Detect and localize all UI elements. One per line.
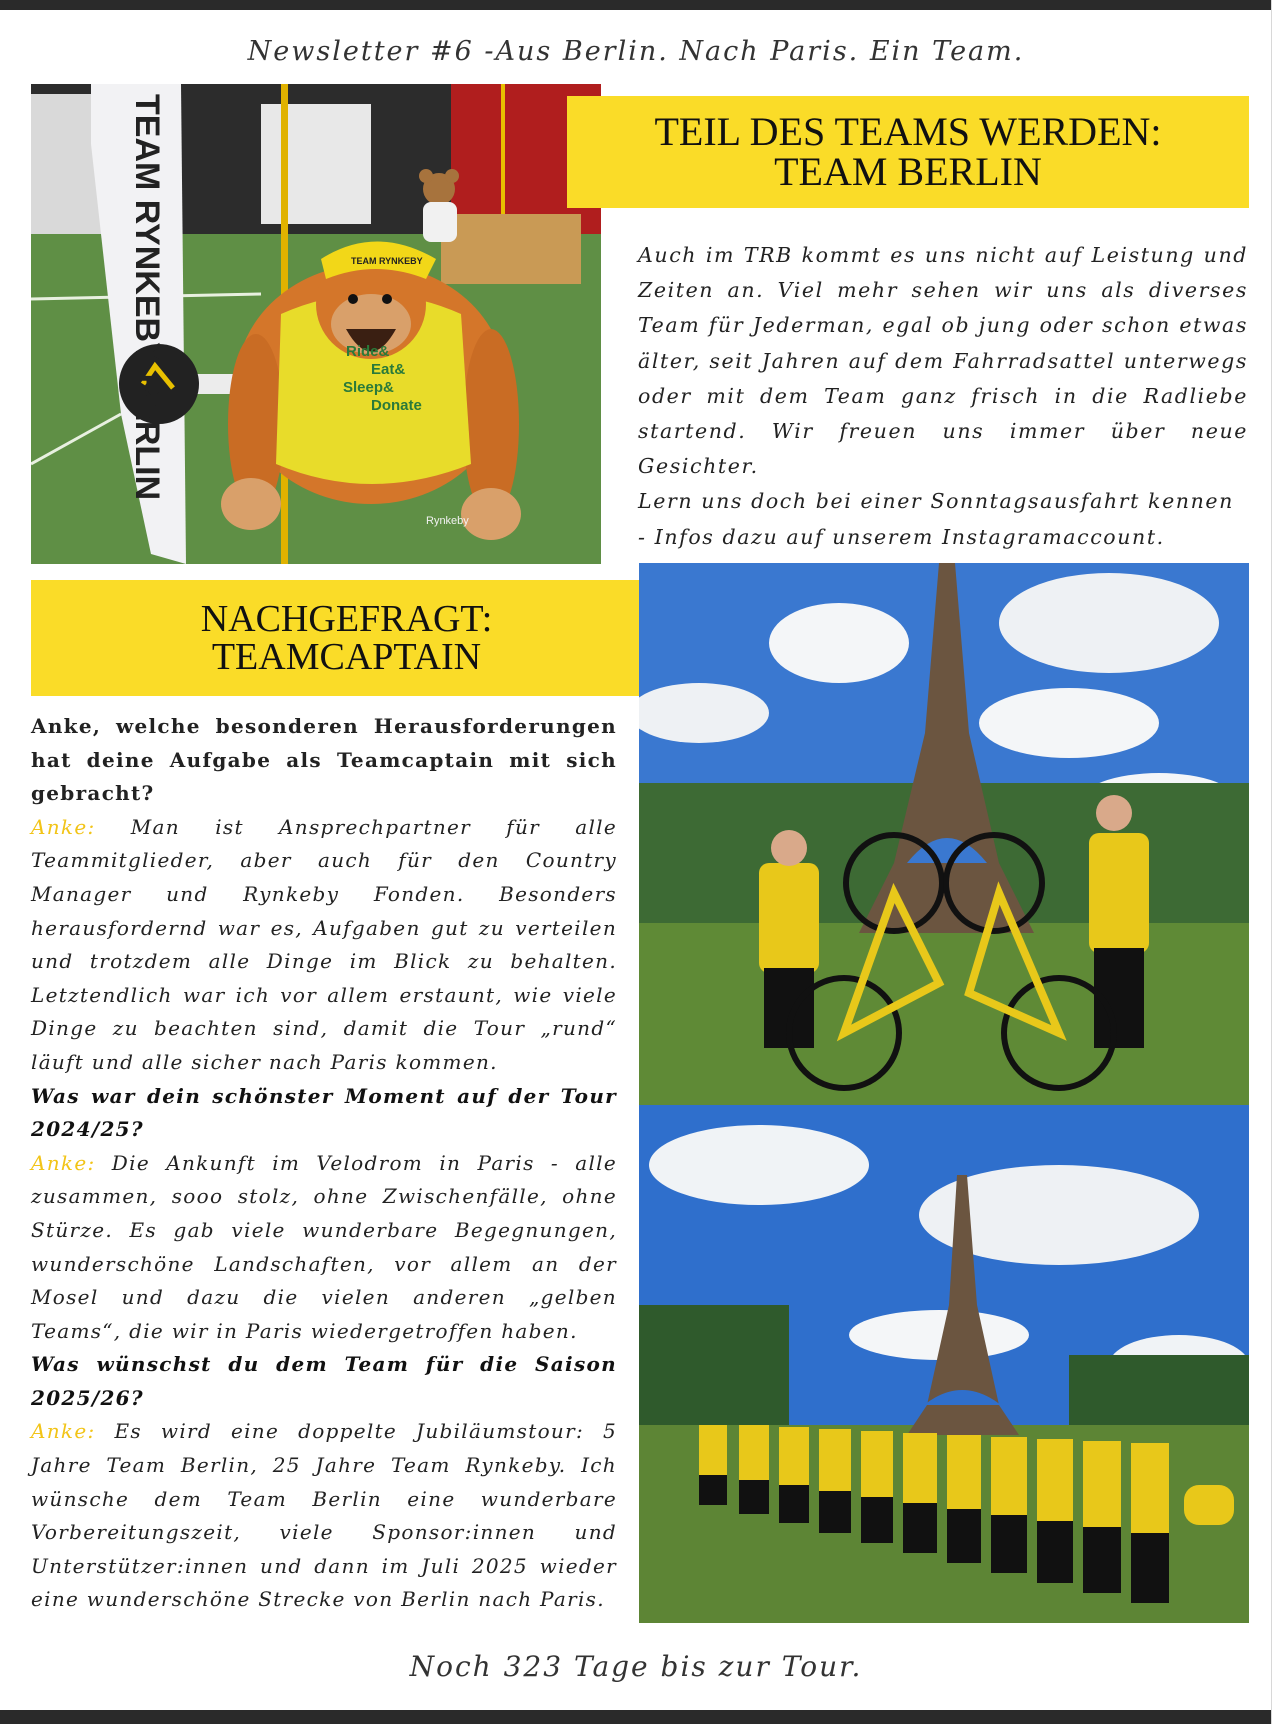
newsletter-page	[0, 10, 1272, 1710]
question-1: Anke, welche besonderen Herausforderungen hat deine Aufgabe als Teamcaptain mit sich gebracht?	[31, 714, 617, 806]
interview-heading	[31, 580, 662, 696]
mascot-photo	[31, 84, 601, 564]
sleeve-text: Rynkeby	[426, 515, 469, 527]
interview-heading-line1: NACHGEFRAGT:	[200, 598, 493, 640]
cap-text: TEAM RYNKEBY	[351, 256, 423, 266]
team-text-block	[638, 238, 1248, 555]
interview-text-block	[31, 710, 617, 1617]
answer-2-speaker: Anke:	[31, 1150, 96, 1175]
shirt-line-4: Donate	[371, 397, 422, 414]
team-heading-line1: TEIL DES TEAMS WERDEN:	[654, 109, 1162, 154]
shirt-line-1: Ride&	[346, 343, 390, 360]
team-berlin-heading	[567, 96, 1249, 208]
team-paragraph-1: Auch im TRB kommt es uns nicht auf Leistung und Zeiten an. Viel mehr sehen wir uns als diverses Team für Jederman, egal ob jung oder schon etwas älter, seit Jahren auf dem Fahrradsattel unterwegs oder mit dem Team ganz frisch in die Radliebe startend. Wir freuen uns immer über neue Gesichter.	[638, 243, 1248, 479]
answer-1	[31, 811, 617, 1080]
answer-3-speaker: Anke:	[31, 1419, 96, 1444]
tour-countdown: Noch 323 Tage bis zur Tour.	[409, 1650, 863, 1683]
answer-2-text: Die Ankunft im Velodrom in Paris - alle zusammen, sooo stolz, ohne Zwischenfälle, ohne Stürze. Es gab viele wunderbare Begegnungen, wunderschöne Landschaften, vor allem an der Mosel und dazu die vielen anderen „gelben Teams“, die wir in Paris wiedergetroffen haben.	[31, 1150, 617, 1343]
answer-1-text: Man ist Ansprechpartner für alle Teammitglieder, aber auch für den Country Manager und Rynkeby Fonden. Besonders herausfordernd war es, Aufgaben gut zu verteilen und trotzdem alle Dinge im Blick zu behalten. Letztendlich war ich vor allem erstaunt, wie viele Dinge zu beachten sind, damit die Tour „rund“ läuft und alle sicher nach Paris kommen.	[31, 814, 617, 1074]
shirt-line-2: Eat&	[371, 361, 406, 378]
shirt-line-3: Sleep&	[343, 379, 394, 396]
newsletter-title: Newsletter #6 -Aus Berlin. Nach Paris. Ein Team.	[247, 36, 1025, 67]
interview-heading-line2: TEAMCAPTAIN	[211, 636, 482, 678]
answer-1-speaker: Anke:	[31, 814, 96, 839]
eiffel-bikes-photo	[639, 563, 1249, 1105]
answer-3	[31, 1415, 617, 1617]
eiffel-team-photo	[639, 1105, 1249, 1623]
question-2: Was war dein schönster Moment auf der Tour 2024/25?	[31, 1083, 617, 1142]
answer-3-text: Es wird eine doppelte Jubiläumstour: 5 Jahre Team Berlin, 25 Jahre Team Rynkeby. Ich wünsche dem Team Berlin eine wunderbare Vorbereitungszeit, viele Sponsor:innen und Unterstützer:innen und dann im Juli 2025 wieder eine wunderschöne Strecke von Berlin nach Paris.	[31, 1419, 617, 1612]
bottom-frame-bar	[0, 1710, 1272, 1724]
question-3: Was wünschst du dem Team für die Saison 2025/26?	[31, 1352, 617, 1410]
answer-2	[31, 1147, 617, 1349]
flag-text: TEAM RYNKEBY BERLIN	[128, 94, 166, 501]
team-heading-line2: TEAM BERLIN	[774, 149, 1042, 194]
top-frame-bar	[0, 0, 1272, 10]
team-paragraph-2: Lern uns doch bei einer Sonntagsausfahrt kennen - Infos dazu auf unserem Instagramaccount.	[638, 489, 1234, 549]
